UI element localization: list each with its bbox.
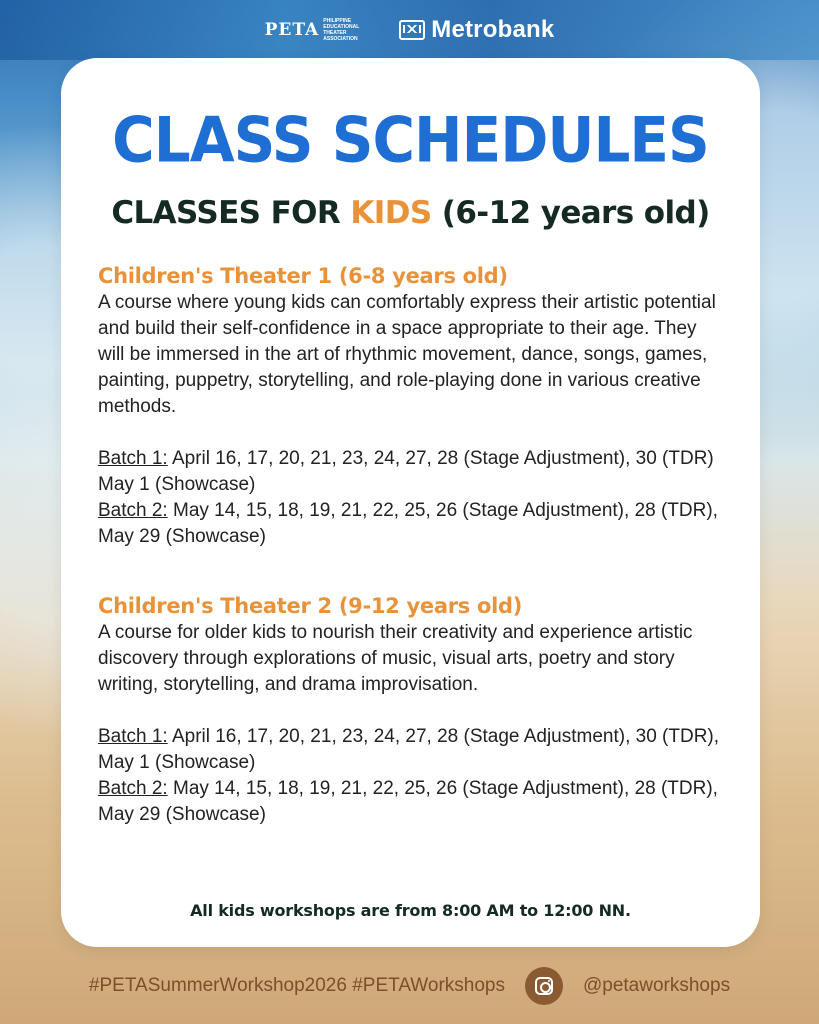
header-logos [0, 10, 819, 50]
schedule-card [61, 58, 760, 947]
subtitle-suffix: (6-12 years old) [431, 195, 710, 231]
metrobank-icon [399, 20, 425, 40]
workshop-hours-note: All kids workshops are from 8:00 AM to 12:00 NN. [190, 901, 631, 920]
batch-1 [98, 446, 728, 498]
section-title: Children's Theater 2 (9-12 years old) [98, 594, 523, 618]
section-title: Children's Theater 1 (6-8 years old) [98, 264, 508, 288]
hashtags: #PETASummerWorkshop2026 #PETAWorkshops [88, 975, 505, 996]
section-description: A course where young kids can comfortably express their artistic potential and build their self-confidence in a space appropriate to their age. They will be immersed in the art of rhythmic movement, dance, songs, games, painting, puppetry, storytelling, and role-playing done in various creative methods. [98, 292, 716, 417]
batch-dates: April 16, 17, 20, 21, 23, 24, 27, 28 (Stage Adjustment), 30 (TDR), May 1 (Showcase) [98, 726, 720, 773]
section-description: A course for older kids to nourish their creativity and experience artistic discovery through explorations of music, visual arts, poetry and story writing, storytelling, and drama improvisation. [98, 622, 693, 695]
batch-list [98, 446, 728, 550]
page-title: CLASS SCHEDULES [112, 103, 709, 177]
social-footer [0, 966, 819, 1006]
batch-list [98, 724, 728, 828]
batch-label: Batch 1: [98, 448, 168, 469]
batch-dates: May 14, 15, 18, 19, 21, 22, 25, 26 (Stage Adjustment), 28 (TDR), May 29 (Showcase) [98, 500, 718, 547]
subtitle-highlight: KIDS [350, 195, 432, 231]
batch-1 [98, 724, 728, 776]
peta-logo [265, 18, 380, 42]
section-childrens-theater-2 [98, 592, 728, 828]
batch-dates: April 16, 17, 20, 21, 23, 24, 27, 28 (Stage Adjustment), 30 (TDR) May 1 (Showcase) [98, 448, 714, 495]
section-childrens-theater-1 [98, 262, 728, 550]
peta-logo-subtitle: PHILIPPINE EDUCATIONAL THEATER ASSOCIATION [323, 18, 360, 42]
batch-label: Batch 1: [98, 726, 168, 747]
batch-2 [98, 498, 728, 550]
instagram-handle[interactable]: @petaworkshops [582, 975, 731, 996]
batch-label: Batch 2: [98, 500, 168, 521]
peta-logo-mark: PETA [264, 19, 320, 40]
metrobank-logo [399, 16, 554, 44]
batch-2 [98, 776, 728, 828]
instagram-icon[interactable] [525, 967, 563, 1005]
page-subtitle [61, 194, 760, 232]
metrobank-wordmark: Metrobank [431, 16, 555, 43]
batch-label: Batch 2: [98, 778, 168, 799]
subtitle-prefix: CLASSES FOR [111, 195, 351, 231]
batch-dates: May 14, 15, 18, 19, 21, 22, 25, 26 (Stage Adjustment), 28 (TDR), May 29 (Showcase) [98, 778, 718, 825]
